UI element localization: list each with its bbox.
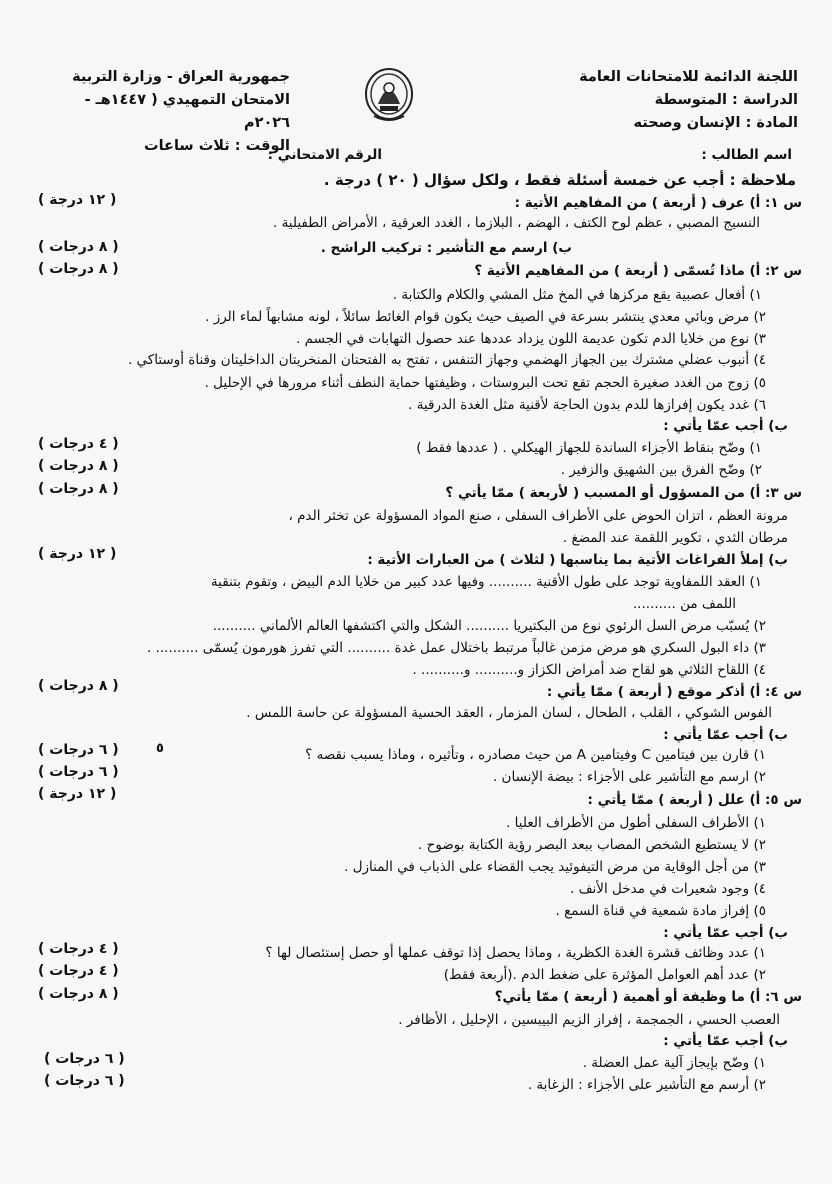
q2-a-1: ١) أفعال عصبية يقع مركزها في المخ مثل المشي والكلام والكتابة . [392,287,762,303]
q2-a: س ٢: أ) ماذا تُسمّى ( أربعة ) من المفاهيم الأتية ؟ [474,263,802,279]
q3-b-4: ٤) اللقاح الثلاثي هو لقاح ضد أمراض الكزاز و.......... و.......... . [412,662,766,678]
exam-name: الامتحان التمهيدي ( ١٤٤٧هـ - ٢٠٢٦م [84,92,290,131]
q3-b-1-cont: اللمف من .......... [632,596,736,612]
study-level: الدراسة : المتوسطة [654,92,798,108]
marks-q5-a: ( ١٢ درجة ) [38,786,117,802]
marks-q6-a: ( ٨ درجات ) [38,986,119,1002]
instructions-note: ملاحظة : أجب عن خمسة أسئلة فقط ، ولكل سؤال ( ٢٠ ) درجة . [323,171,796,189]
q6-b-1: ١) وضّح بإيجاز آلية عمل العضلة . [582,1055,766,1071]
marks-q4-a: ( ٨ درجات ) [38,678,119,694]
q2-b-2: ٢) وضّح الفرق بين الشهيق والزفير . [560,462,762,478]
q2-a-6: ٦) غدد يكون إفرازها للدم بدون الحاجة لأقنية مثل الغدة الدرقية . [408,397,766,413]
q3-b-3: ٣) داء البول السكري هو مرض مزمن غالباً مرتبط باختلال عمل غدة .......... التي تفرز هورمون يُسمّى .......... . [147,640,766,656]
q5-b-1: ١) عدد وظائف قشرة الغدة الكظرية ، وماذا يحصل إذا توقف عملها أو حصل إستئصال لها ؟ [265,945,766,961]
q6-b-2: ٢) أرسم مع التأشير على الأجزاء : الزغابة . [527,1077,766,1093]
q2-a-3: ٣) نوع من خلايا الدم تكون عديمة اللون يزداد عددها عند حصول التهابات في الجسم . [296,331,766,347]
q6-a: س ٦: أ) ما وظيفة أو أهمية ( أربعة ) ممّا يأتي؟ [494,989,802,1005]
q3-a-items-1: مرونة العظم ، اتزان الحوض على الأطراف السفلى ، صنع المواد المسؤولة عن تخثر الدم ، [288,508,788,524]
q2-a-2: ٢) مرض وبائي معدي ينتشر بسرعة في الصيف حيث يكون قوام الغائط سائلاً ، لونه مشابهاً لماء الرز . [205,309,766,325]
ministry-emblem-icon [362,66,416,126]
marks-q4-b-2: ( ٦ درجات ) [38,764,119,780]
q2-a-4: ٤) أنبوب عضلي مشترك بين الجهاز الهضمي وجهاز التنفس ، تفتح به الفتحتان المنخريتان الداخليتان وقناة أوستاكي . [127,352,766,368]
marks-q4-b-1: ( ٦ درجات ) [38,742,119,758]
q5-a-1: ١) الأطراف السفلى أطول من الأطراف العليا . [506,815,766,831]
q6-b: ب) أجب عمّا يأتي : [663,1033,788,1049]
q5-a-5: ٥) إفراز مادة شمعية في قناة السمع . [555,903,766,919]
marks-q2-a: ( ٨ درجات ) [38,261,119,277]
q2-b-1: ١) وضّح بنقاط الأجزاء الساندة للجهاز الهيكلي . ( عددها فقط ) [416,440,762,456]
marks-q5-b-1: ( ٤ درجات ) [38,941,119,957]
stray-handwritten-mark: ٥ [156,741,164,756]
header-left [60,66,290,158]
republic-ministry: جمهورية العراق - وزارة التربية [72,69,290,85]
q1-b: ب) ارسم مع التأشير : تركيب الراشح . [320,240,572,256]
q4-b-1: ١) قارن بين فيتامين C وفيتامين A من حيث مصادره ، وتأثيره ، وماذا يسبب نقصه ؟ [305,747,766,763]
marks-q1-b: ( ٨ درجات ) [38,239,119,255]
q4-a-items: الفوس الشوكي ، القلب ، الطحال ، لسان المزمار ، العقد الحسية المسؤولة عن حاسة اللمس . [246,705,772,721]
marks-q3-b: ( ١٢ درجة ) [38,546,117,562]
q5-b-2: ٢) عدد أهم العوامل المؤثرة على ضغط الدم .(أربعة فقط) [443,967,766,983]
student-name-label: اسم الطالب : [701,147,792,163]
q5-a: س ٥: أ) علل ( أربعة ) ممّا يأتي : [587,792,802,808]
q3-b: ب) إملأ الفراغات الأتية بما يناسبها ( لثلاث ) من العبارات الأتية : [367,552,788,568]
q3-b-2: ٢) يُسبّب مرض السل الرئوي نوع من البكتيريا .......... الشكل والتي اكتشفها العالم الألماني .......... [212,618,766,634]
q3-b-1: ١) العقد اللمفاوية توجد على طول الأقنية .......... وفيها عدد كبير من خلايا الدم البيض ، وتقوم بتنقية [210,574,762,590]
q6-a-items: العصب الحسي ، الجمجمة ، إفراز الزيم البيبسين ، الإحليل ، الأظافر . [398,1012,780,1028]
exam-number-label: الرقم الامتحاني : [267,147,382,163]
marks-q6-b-2: ( ٦ درجات ) [44,1073,125,1089]
q5-a-4: ٤) وجود شعيرات في مدخل الأنف . [569,881,766,897]
q4-b: ب) أجب عمّا يأتي : [663,727,788,743]
q2-a-5: ٥) زوج من الغدد صغيرة الحجم تقع تحت البروستات ، وظيفتها حماية النطف أثناء مرورها في الإحليل . [204,375,766,391]
header-right [579,66,798,135]
q5-b: ب) أجب عمّا يأتي : [663,925,788,941]
marks-q6-b-1: ( ٦ درجات ) [44,1051,125,1067]
marks-q5-b-2: ( ٤ درجات ) [38,963,119,979]
marks-q2-b-1: ( ٤ درجات ) [38,436,119,452]
q5-a-2: ٢) لا يستطيع الشخص المصاب ببعد البصر رؤية الكتابة بوضوح . [418,837,766,853]
q3-a: س ٣: أ) من المسؤول أو المسبب ( لأربعة ) ممّا يأتي ؟ [445,485,802,501]
q5-a-3: ٣) من أجل الوقاية من مرض التيفوئيد يجب القضاء على الذباب في المنازل . [344,859,766,875]
marks-q2-b-2: ( ٨ درجات ) [38,458,119,474]
q1-a: س ١: أ) عرف ( أربعة ) من المفاهيم الأتية : [514,195,802,211]
marks-q3-a: ( ٨ درجات ) [38,481,119,497]
q2-b: ب) أجب عمّا يأتي : [663,418,788,434]
q4-b-2: ٢) ارسم مع التأشير على الأجزاء : بيضة الإنسان . [492,769,766,785]
marks-q1-a: ( ١٢ درجة ) [38,192,117,208]
q1-a-terms: النسيج المصبي ، عظم لوح الكتف ، الهضم ، البلازما ، الغدد العرقية ، الأمراض الطفيلية . [272,215,760,231]
committee-name: اللجنة الدائمة للامتحانات العامة [579,69,798,85]
q3-a-items-2: مرطان الثدي ، تكوير اللقمة عند المضغ . [562,530,788,546]
exam-duration: الوقت : ثلاث ساعات [144,138,290,154]
subject: المادة : الإنسان وصحته [633,115,798,131]
q4-a: س ٤: أ) أذكر موقع ( أربعة ) ممّا يأتي : [546,684,802,700]
